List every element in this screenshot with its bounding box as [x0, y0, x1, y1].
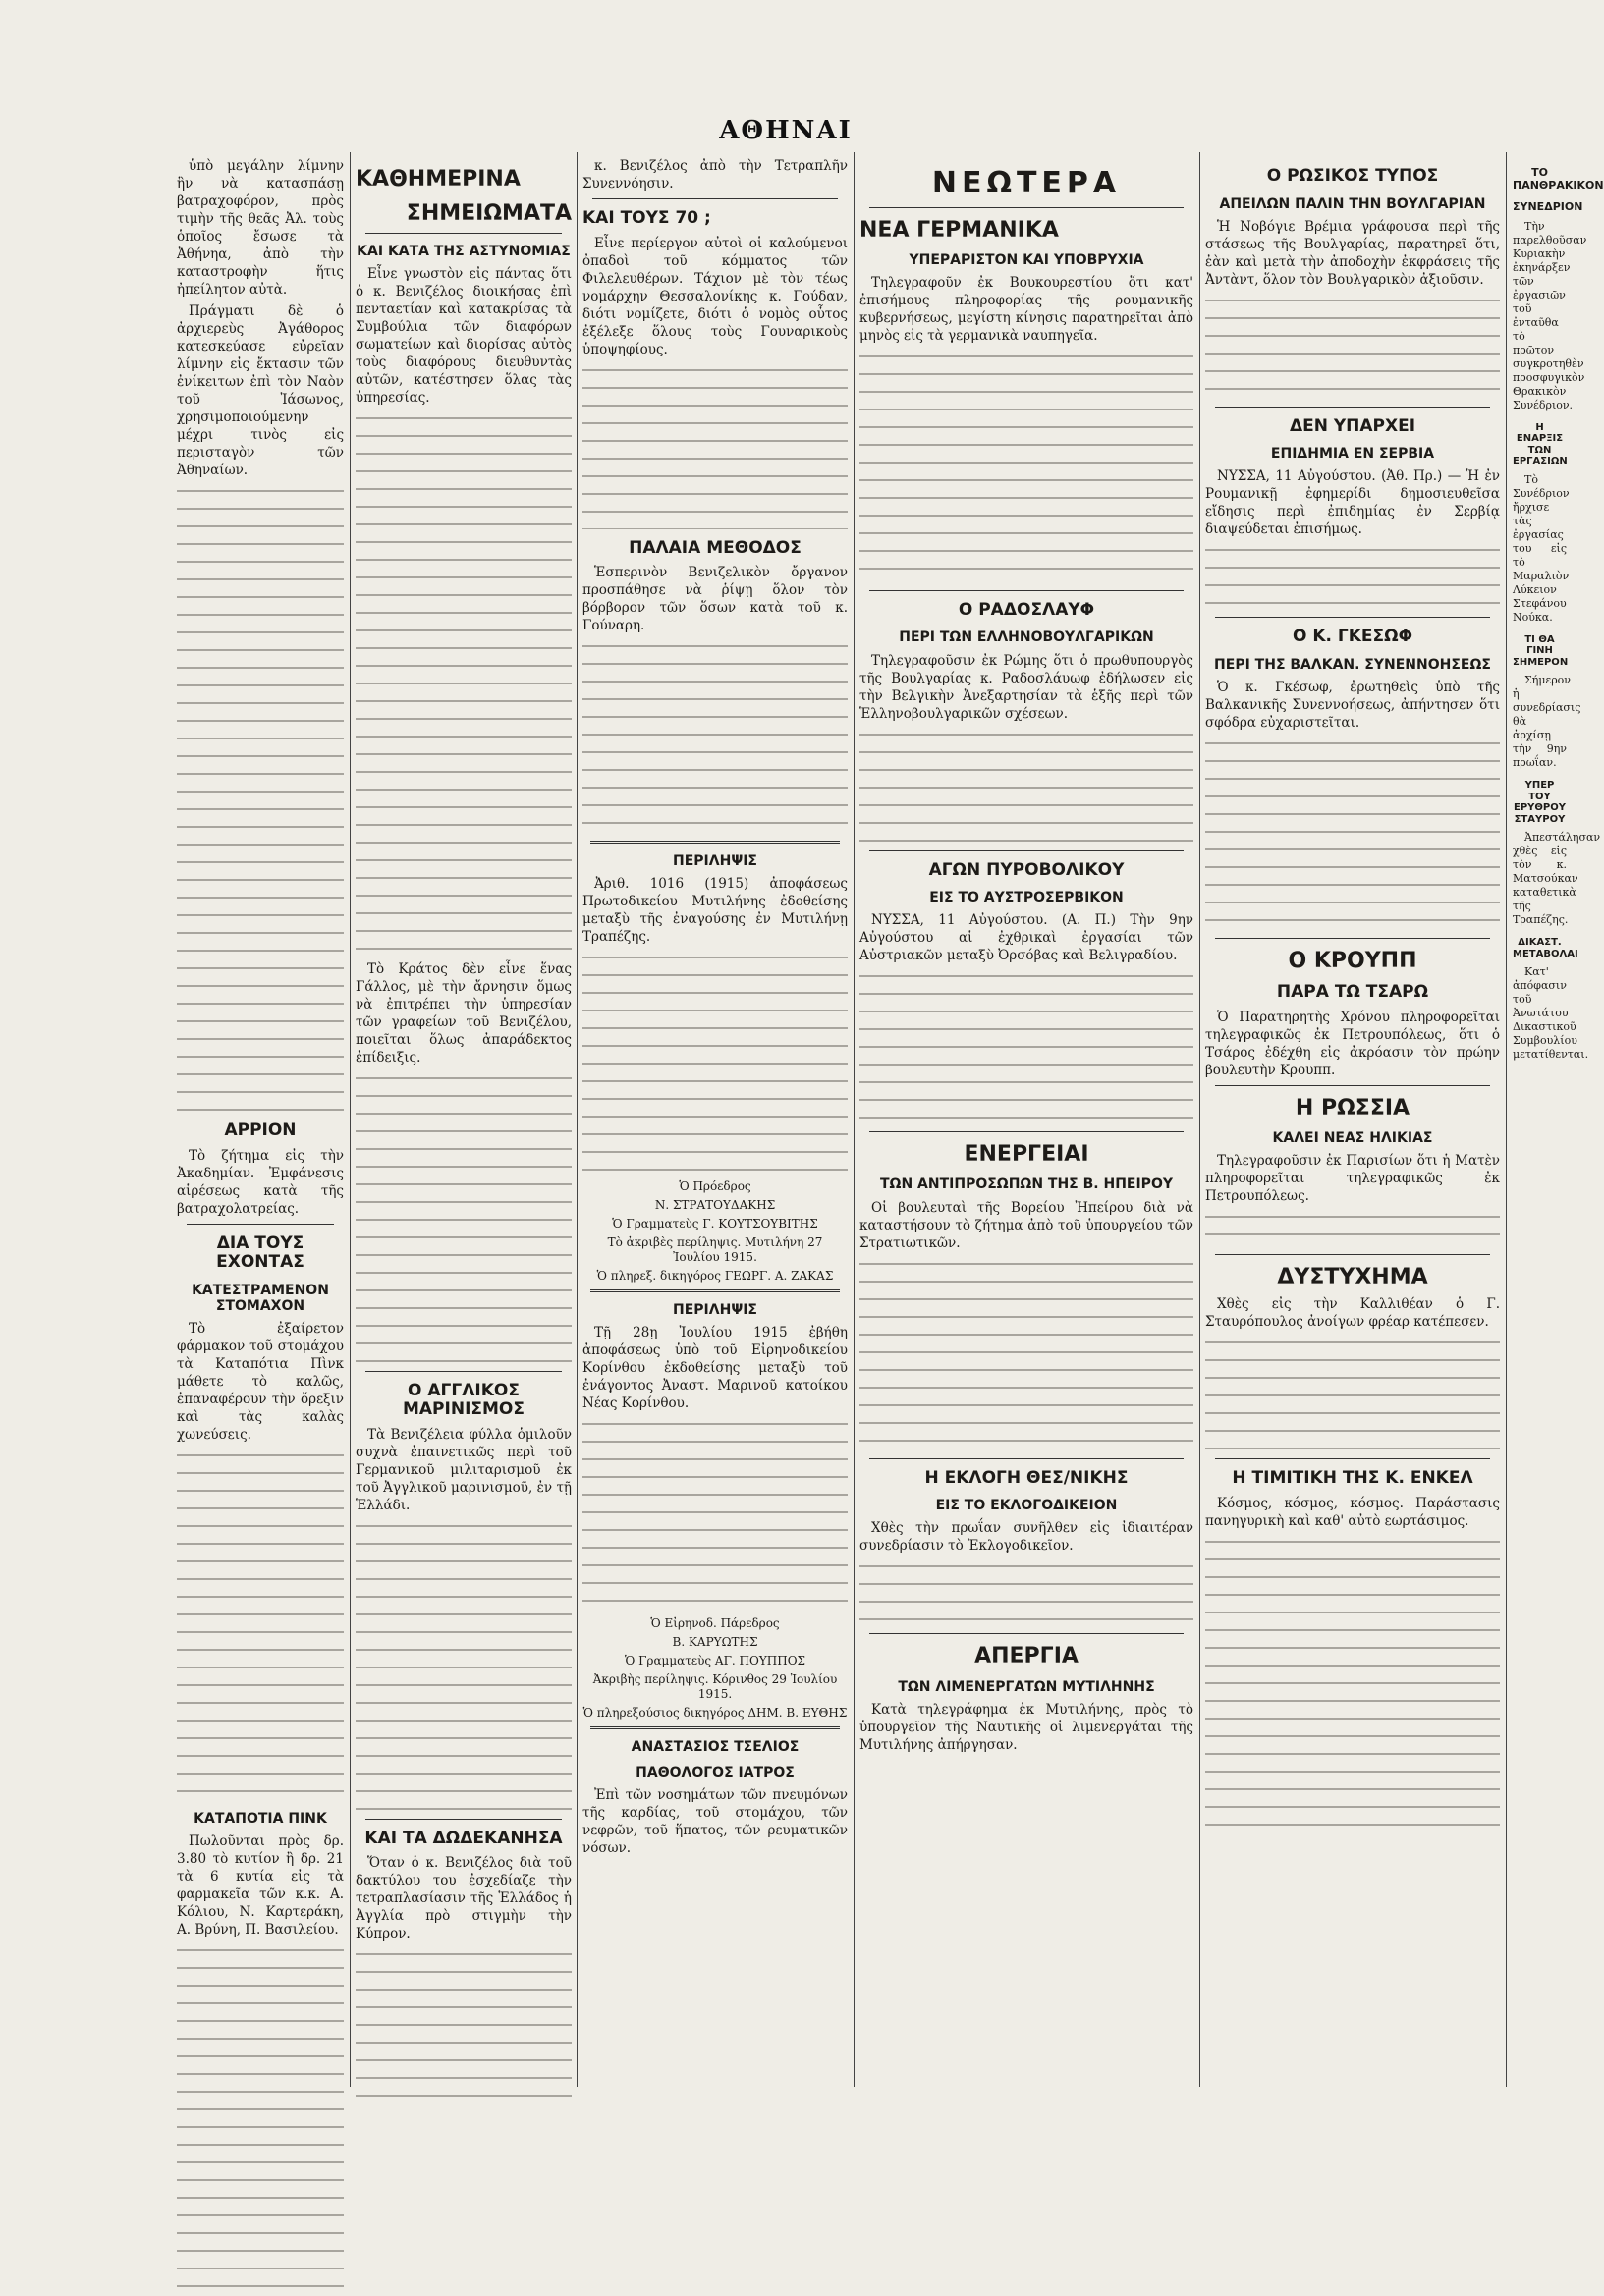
article-text: Χθὲς εἰς τὴν Καλλιθέαν ὁ Γ. Σταυρόπουλος ἀνοίγων φρέαρ κατέπεσεν. — [1205, 1296, 1500, 1331]
text-block — [356, 1518, 572, 1813]
headline: Ο ΡΩΣΙΚΟΣ ΤΥΠΟΣ — [1266, 166, 1439, 186]
text-block — [582, 362, 848, 529]
headline: ΠΕΡΙΛΗΨΙΣ — [673, 853, 757, 870]
subheadline: ΕΙΣ ΤΟ ΑΥΣΤΡΟΣΕΡΒΙΚΟΝ — [929, 890, 1124, 906]
text-block — [356, 410, 572, 960]
article-text: Κατὰ τηλεγράφημα ἐκ Μυτιλήνης, πρὸς τὸ ὑπουργεῖον τῆς Ναυτικῆς οἱ λιμενεργάται τῆς Μυτιλήνης ἀπήργησαν. — [859, 1701, 1193, 1753]
subheadline: ΤΩΝ ΑΝΤΙΠΡΟΣΩΠΩΝ ΤΗΣ Β. ΗΠΕΙΡΟΥ — [880, 1176, 1173, 1193]
signature: Ἀκριβὴς περίληψις. Κόρινθος 29 Ἰουλίου 1915. — [592, 1672, 838, 1702]
signature: Ὁ Πρόεδρος — [679, 1179, 751, 1194]
signature: Ν. ΣΤΡΑΤΟΥΔΑΚΗΣ — [654, 1198, 776, 1213]
subheadline: ΠΕΡΙ ΤΩΝ ΕΛΛΗΝΟΒΟΥΛΓΑΡΙΚΩΝ — [899, 629, 1154, 646]
headline: Η ΡΩΣΣΙΑ — [1295, 1095, 1410, 1121]
headline: Ο ΚΡΟΥΠΠ — [1288, 948, 1417, 973]
subheadline: ΚΑΛΕΙ ΝΕΑΣ ΗΛΙΚΙΑΣ — [1272, 1130, 1433, 1147]
article-text: Πράγματι δὲ ὁ ἀρχιερεὺς Ἀγάθορος κατεσκεύασε εὐρεῖαν λίμνην εἰς ἔκτασιν τῶν ἐνίκειτων ἐπὶ τὸν Ναὸν τοῦ Ἰάσωνος, χρησιμοποιούμενην μέχρι τινὸς εἰς περισταγὸν τῶν Ἀθηναίων. — [177, 303, 344, 478]
article-text: Ὁ κ. Γκέσωφ, ἐρωτηθεὶς ὑπὸ τῆς Βαλκανικῆς Συνεννοήσεως, ἀπήντησεν ὅτι σφόδρα εὐχαριστεῖται. — [1205, 679, 1500, 731]
signature: Β. ΚΑΡΥΩΤΗΣ — [672, 1635, 758, 1650]
article-text: Ἀπεστάλησαν χθὲς εἰς τὸν κ. Ματσούκαν καταθετικὰ τῆς Τραπέζης. — [1513, 831, 1601, 927]
headline: Ο Κ. ΓΚΕΣΩΦ — [1292, 627, 1413, 647]
article-text: Τὸ ἐξαίρετον φάρμακον τοῦ στομάχου τὰ Καταπότια Πὶνκ μάθετε τὸ καλῶς, ἐπαναφέρουν τὴν ὄρεξιν καὶ τὰς καλὰς χωνεύσεις. — [177, 1320, 344, 1443]
article-text: Τὸ Συνέδριον ἤρχισε τὰς ἐργασίας του εἰς τὸ Μαραλιὸν Λύκειον Στεφάνου Νούκα. — [1513, 472, 1570, 624]
column-1 — [177, 157, 344, 2082]
signature: Ὁ Γραμματεὺς ΑΓ. ΠΟΥΠΠΟΣ — [624, 1654, 806, 1668]
headline: ΑΓΩΝ ΠΥΡΟΒΟΛΙΚΟΥ — [928, 859, 1125, 880]
headline: ΑΝΑΣΤΑΣΙΟΣ ΤΣΕΛΙΟΣ — [631, 1739, 800, 1756]
column-6 — [1513, 157, 1604, 2082]
headline: ΑΠΕΡΓΙΑ — [974, 1644, 1079, 1669]
headline: Η ΕΚΛΟΓΗ ΘΕΣ/ΝΙΚΗΣ — [924, 1467, 1129, 1488]
text-block — [177, 483, 344, 1112]
signature: Τὸ ἀκριβὲς περίληψις. Μυτιλήνη 27 Ἰουλίου 1915. — [607, 1235, 823, 1265]
signature: Ὁ πληρεξ. δικηγόρος ΓΕΩΡΓ. Α. ΖΑΚΑΣ — [596, 1269, 834, 1284]
text-block — [1205, 1209, 1500, 1248]
text-block — [582, 638, 848, 835]
divider — [869, 1131, 1184, 1132]
article-text: Χθὲς τὴν πρωΐαν συνῆλθεν εἰς ἰδιαιτέραν συνεδρίασιν τὸ Ἐκλογοδικεῖον. — [859, 1520, 1193, 1555]
text-block — [1205, 1534, 1500, 1829]
headline: ΠΑΛΑΙΑ ΜΕΘΟΔΟΣ — [629, 537, 802, 558]
article-text: Τὴν παρελθοῦσαν Κυριακὴν ἐκηνάρξεν τῶν ἐργασιῶν τοῦ ἐνταῦθα τὸ πρῶτον συγκροτηθὲν προσφυγικὸν Θρακικὸν Συνέδριον. — [1513, 219, 1587, 411]
divider — [592, 198, 838, 199]
masthead: ΑΘΗΝΑΙ — [719, 116, 853, 145]
divider — [1215, 1085, 1490, 1086]
article-text: Ἀριθ. 1016 (1915) ἀποφάσεως Πρωτοδικείου Μυτιλήνης ἐδοθείσης μεταξὺ τῆς ἐναγούσης ἐν Μυτιλήνῃ Τραπέζης. — [582, 876, 848, 946]
divider — [869, 590, 1184, 591]
headline: Η ΕΝΑΡΞΙΣ ΤΩΝ ΕΡΓΑΣΙΩΝ — [1513, 421, 1568, 467]
column-rule — [854, 152, 855, 2087]
divider — [1215, 938, 1490, 939]
section-title: ΝΕΩΤΕΡΑ — [931, 166, 1122, 200]
article-text: Ἑσπερινὸν Βενιζελικὸν ὄργανον προσπάθησε νὰ ῥίψῃ ὅλον τὸν βόρβορον τῶν ὅσων κατὰ τοῦ κ. Γούναρη. — [582, 565, 848, 634]
subheadline: ΕΙΣ ΤΟ ΕΚΛΟΓΟΔΙΚΕΙΟΝ — [935, 1498, 1118, 1514]
headline: ΕΝΕΡΓΕΙΑΙ — [964, 1142, 1089, 1168]
divider — [365, 1371, 562, 1372]
text-block — [859, 349, 1193, 584]
text-block — [1205, 293, 1500, 401]
headline: Η ΤΙΜΙΤΙΚΗ ΤΗΣ Κ. ΕΝΚΕΛ — [1232, 1468, 1473, 1489]
headline: ΝΕΑ ΓΕΡΜΑΝΙΚΑ — [859, 217, 1059, 243]
article-text: ὑπὸ μεγάλην λίμνην ἣν νὰ κατασπάσῃ βατραχοφόρον, πρὸς τιμὴν τῆς θεᾶς Ἀλ. τοὺς ὁποῖος ἔσωσε τὰ Ἀθήνηα, ἀπὸ τὴν καταστροφὴν ἥτις ἠπείλητον αὐτὰ. — [177, 158, 344, 298]
divider — [365, 1819, 562, 1820]
article-text: Τηλεγραφοῦσιν ἐκ Ρώμης ὅτι ὁ πρωθυπουργὸς τῆς Βουλγαρίας κ. Ραδοσλάυωφ ἐδήλωσεν εἰς τὴν Βελγικὴν Ἀνεξαρτησίαν τὰ ἑξῆς περὶ τῶν Ἑλληνοβουλγαρικῶν σχέσεων. — [859, 652, 1193, 722]
divider — [869, 207, 1184, 208]
column-4 — [859, 157, 1193, 2082]
headline: Ο ΡΑΔΟΣΛΑΥΦ — [958, 599, 1095, 620]
article-text: Τηλεγραφοῦν ἐκ Βουκουρεστίου ὅτι κατ' ἐπισήμους πληροφορίας τῆς ρουμανικῆς κυβερνήσεως, μεγίστη κίνησις παρατηρεῖται ἀπὸ μηνὸς εἰς τὰ γερμανικὰ ναυπηγεῖα. — [859, 274, 1193, 344]
divider — [590, 1289, 840, 1292]
article-text: Ὅταν ὁ κ. Βενιζέλος διὰ τοῦ δακτύλου του ἐσχεδίαζε τὴν τετραπλασίασιν τῆς Ἑλλάδος ἡ Ἀγγλία πρὸ στιγμὴν τὴν Κύπρον. — [356, 1855, 572, 1942]
divider — [590, 1726, 840, 1729]
headline: ΑΡΡΙΟΝ — [224, 1121, 297, 1140]
subheadline: ΑΠΕΙΛΩΝ ΠΑΛΙΝ ΤΗΝ ΒΟΥΛΓΑΡΙΑΝ — [1219, 195, 1486, 212]
headline: Ο ΑΓΓΛΙΚΟΣ ΜΑΡΙΝΙΣΜΟΣ — [402, 1380, 525, 1420]
subheadline: ΠΕΡΙ ΤΗΣ ΒΑΛΚΑΝ. ΣΥΝΕΝΝΟΗΣΕΩΣ — [1214, 656, 1491, 673]
divider — [1215, 617, 1490, 618]
text-block — [177, 1942, 344, 2296]
divider — [1215, 1458, 1490, 1459]
column-rule — [1199, 152, 1200, 2087]
article-text: Εἶνε περίεργον αὐτοὶ οἱ καλούμενοι ὀπαδοὶ τοῦ κόμματος τῶν Φιλελευθέρων. Τάχιον μὲ τὸν τέως νομάρχην Θεσσαλονίκης κ. Γούδαν, διότι νομίζετε, διότι ὁ νομὸς οὗτος ἐξέλεξε ὅλους τοὺς Γουναρικοὺς ὑποψηφίους. — [582, 235, 848, 357]
article-text: Ὁ Παρατηρητὴς Χρόνου πληροφορεῖται τηλεγραφικῶς ἐκ Πετρουπόλεως, ὅτι ὁ Τσάρος ἐδέχθη εἰς ἀκρόασιν τὸν πρώην βουλευτὴν Κρουππ. — [1205, 1009, 1500, 1078]
text-block — [1205, 542, 1500, 611]
article-text: Ἐπὶ τῶν νοσημάτων τῶν πνευμόνων τῆς καρδίας, τοῦ στομάχου, τῶν νεφρῶν, τοῦ ἥπατος, τῶν ρευματικῶν νόσων. — [582, 1787, 848, 1857]
headline: ΔΥΣΤΥΧΗΜΑ — [1277, 1265, 1428, 1290]
subheadline: ΕΠΙΔΗΜΙΑ ΕΝ ΣΕΡΒΙΑ — [1270, 446, 1435, 463]
article-text: Τὸ Κράτος δὲν εἶνε ἕνας Γάλλος, μὲ τὴν ἄρνησιν ὅμως νὰ ἐπιτρέπει τὴν ὑπηρεσίαν τῶν γραφείων τοῦ Βενιζέλου, ποιεῖται ὅλως ἀπαράδεκτος ἐπίδειξις. — [356, 960, 572, 1066]
divider — [869, 1458, 1184, 1459]
article-text: Ἡ Νοβόγιε Βρέμια γράφουσα περὶ τῆς στάσεως τῆς Βουλγαρίας, παρατηρεῖ ὅτι, ἐὰν καὶ μετὰ τὴν ἀποδοχὴν ἐκφράσεις τῆς Ἀντὰντ, ὅλον τὸν Βουλγαρικὸν ἀξιοῦσιν. — [1205, 218, 1500, 288]
article-text: Τὰ Βενιζέλεια φύλλα ὁμιλοῦν συχνὰ ἐπαινετικῶς περὶ τοῦ Γερμανικοῦ μιλιταρισμοῦ ἐκ τοῦ Ἀγγλικοῦ μαρινισμοῦ, ἐν τῇ Ἑλλάδι. — [356, 1426, 572, 1513]
article-text: Κατ' ἀπόφασιν τοῦ Ἀνωτάτου Δικαστικοῦ Συμβουλίου μετατίθενται. — [1513, 965, 1589, 1062]
column-3 — [582, 157, 848, 2082]
article-text: Τῇ 28ῃ Ἰουλίου 1915 ἐβήθη ἀποφάσεως ὑπὸ τοῦ Εἰρηνοδικείου Κορίνθου ἐκδοθείσης μεταξὺ τοῦ ἐνάγοντος Ἀναστ. Μαρινοῦ κατοίκου Νέας Κορίνθου. — [582, 1325, 848, 1412]
article-text: ΝΥΣΣΑ, 11 Αὐγούστου. (Ἀθ. Πρ.) — Ἡ ἐν Ρουμανικῇ ἐφημερίδι δημοσιευθεῖσα εἴδησις περὶ ἐπιδημίας ἐν Σερβίᾳ διαψεύδεται ἐπισήμως. — [1205, 468, 1500, 538]
divider — [1215, 1254, 1490, 1255]
subheadline: ΣΥΝΕΔΡΙΟΝ — [1513, 200, 1583, 214]
article-text: ΝΥΣΣΑ, 11 Αὐγούστου. (Α. Π.) Τὴν 9ην Αὐγούστου αἱ ἐχθρικαὶ ἐργασίαι τῶν Αὐστριακῶν μεταξὺ Ὀρσόβας καὶ Βελιγραδίου. — [859, 912, 1193, 964]
subheadline: ΥΠΕΡΑΡΙΣΤΟΝ ΚΑΙ ΥΠΟΒΡΥΧΙΑ — [909, 251, 1144, 268]
headline: ΔΙΑ ΤΟΥΣ ΕΧΟΝΤΑΣ — [216, 1232, 304, 1273]
headline: ΚΑΤΑΠΟΤΙΑ ΠΙΝΚ — [194, 1810, 327, 1827]
signature: Ὁ Γραμματεὺς Γ. ΚΟΥΤΣΟΥΒΙΤΗΣ — [612, 1217, 818, 1231]
section-title: ΚΑΘΗΜΕΡΙΝΑ — [356, 167, 521, 191]
article-text: κ. Βενιζέλος ἀπὸ τὴν Τετραπλῆν Συνεννόησιν. — [582, 158, 848, 191]
headline: ΔΕΝ ΥΠΑΡΧΕΙ — [1289, 415, 1416, 436]
text-block — [582, 1416, 848, 1613]
article-text: Τὸ ζήτημα εἰς τὴν Ἀκαδημίαν. Ἐμφάνεσις αἱρέσεως κατὰ τῆς βατραχολατρείας. — [177, 1147, 344, 1217]
text-block — [859, 727, 1193, 845]
column-rule — [350, 152, 351, 2087]
text-block — [356, 1070, 572, 1365]
article-text: Σήμερον ἡ συνεδρίασις θὰ ἀρχίσῃ τὴν 9ην πρωΐαν. — [1513, 674, 1581, 770]
article-text: Πωλοῦνται πρὸς δρ. 3.80 τὸ κυτίον ἢ δρ. 21 τὰ 6 κυτία εἰς τὰ φαρμακεῖα τῶν κ.κ. Α. Κόλιου, Ν. Καρτεράκη, Α. Βρύνη, Π. Βασιλείου. — [177, 1832, 344, 1938]
divider — [590, 841, 840, 844]
text-block — [582, 950, 848, 1175]
text-block — [356, 1946, 572, 2104]
column-5 — [1205, 157, 1500, 2082]
subheadline: ΠΑΡΑ ΤΩ ΤΣΑΡΩ — [1276, 982, 1429, 1003]
headline: ΥΠΕΡ ΤΟΥ ΕΡΥΘΡΟΥ ΣΤΑΥΡΟΥ — [1514, 780, 1566, 825]
article-text: Εἶνε γνωστὸν εἰς πάντας ὅτι ὁ κ. Βενιζέλος διοικήσας ἐπὶ πενταετίαν καὶ κατακρίσας τὰ Συμβούλια τῶν διαφόρων σωματείων καὶ διορίσας αὐτὸς τοὺς διαφόρους διευθυντὰς αὐτῶν, κατέστησεν ὅλας τὰς ὑπηρεσίας. — [356, 265, 572, 406]
signature: Ὁ πληρεξούσιος δικηγόρος ΔΗΜ. Β. ΕΥΘΗΣ — [582, 1706, 848, 1721]
headline: ΠΕΡΙΛΗΨΙΣ — [673, 1302, 757, 1319]
headline: ΚΑΙ ΚΑΤΑ ΤΗΣ ΑΣΤΥΝΟΜΙΑΣ — [357, 243, 571, 259]
subheadline: ΚΑΤΕΣΤΡΑΜΕΝΟΝ ΣΤΟΜΑΧΟΝ — [192, 1282, 329, 1314]
divider — [869, 1633, 1184, 1634]
headline: ΚΑΙ ΤΑ ΔΩΔΕΚΑΝΗΣΑ — [364, 1828, 563, 1848]
text-block — [859, 1256, 1193, 1452]
section-title: ΣΗΜΕΙΩΜΑΤΑ — [406, 201, 572, 227]
divider — [365, 233, 562, 234]
text-block — [859, 968, 1193, 1125]
column-rule — [1506, 152, 1507, 2087]
subheadline: ΠΑΘΟΛΟΓΟΣ ΙΑΤΡΟΣ — [636, 1765, 795, 1781]
signature: Ὁ Εἰρηνοδ. Πάρεδρος — [650, 1616, 780, 1631]
article-text: Κόσμος, κόσμος, κόσμος. Παράστασις πανηγυρικὴ καὶ καθ' αὐτὸ εωρτάσιμος. — [1205, 1496, 1500, 1529]
headline: ΤΙ ΘΑ ΓΙΝΗ ΣΗΜΕΡΟΝ — [1513, 633, 1569, 668]
headline: ΤΟ ΠΑΝΘΡΑΚΙΚΟΝ — [1513, 166, 1604, 191]
divider — [869, 850, 1184, 851]
text-block — [177, 1448, 344, 1801]
text-block — [1205, 1335, 1500, 1452]
text-block — [1205, 736, 1500, 932]
headline: ΚΑΙ ΤΟΥΣ 70 ; — [582, 208, 711, 228]
subheadline: ΤΩΝ ΛΙΜΕΝΕΡΓΑΤΩΝ ΜΥΤΙΛΗΝΗΣ — [898, 1678, 1155, 1695]
article-text: Οἱ βουλευταὶ τῆς Βορείου Ἠπείρου διὰ νὰ καταστήσουν τὸ ζήτημα ἀπὸ τοῦ ὑπουργείου τῶν Στρατιωτικῶν. — [859, 1199, 1193, 1251]
article-text: Τηλεγραφοῦσιν ἐκ Παρισίων ὅτι ἡ Ματὲν πληροφορεῖται τηλεγραφικῶς ἐκ Πετρουπόλεως. — [1205, 1153, 1500, 1205]
column-2 — [356, 157, 572, 2082]
divider — [1215, 407, 1490, 408]
divider — [187, 1224, 334, 1225]
headline: ΔΙΚΑΣΤ. ΜΕΤΑΒΟΛΑΙ — [1513, 937, 1578, 959]
text-block — [859, 1558, 1193, 1627]
column-rule — [577, 152, 578, 2087]
